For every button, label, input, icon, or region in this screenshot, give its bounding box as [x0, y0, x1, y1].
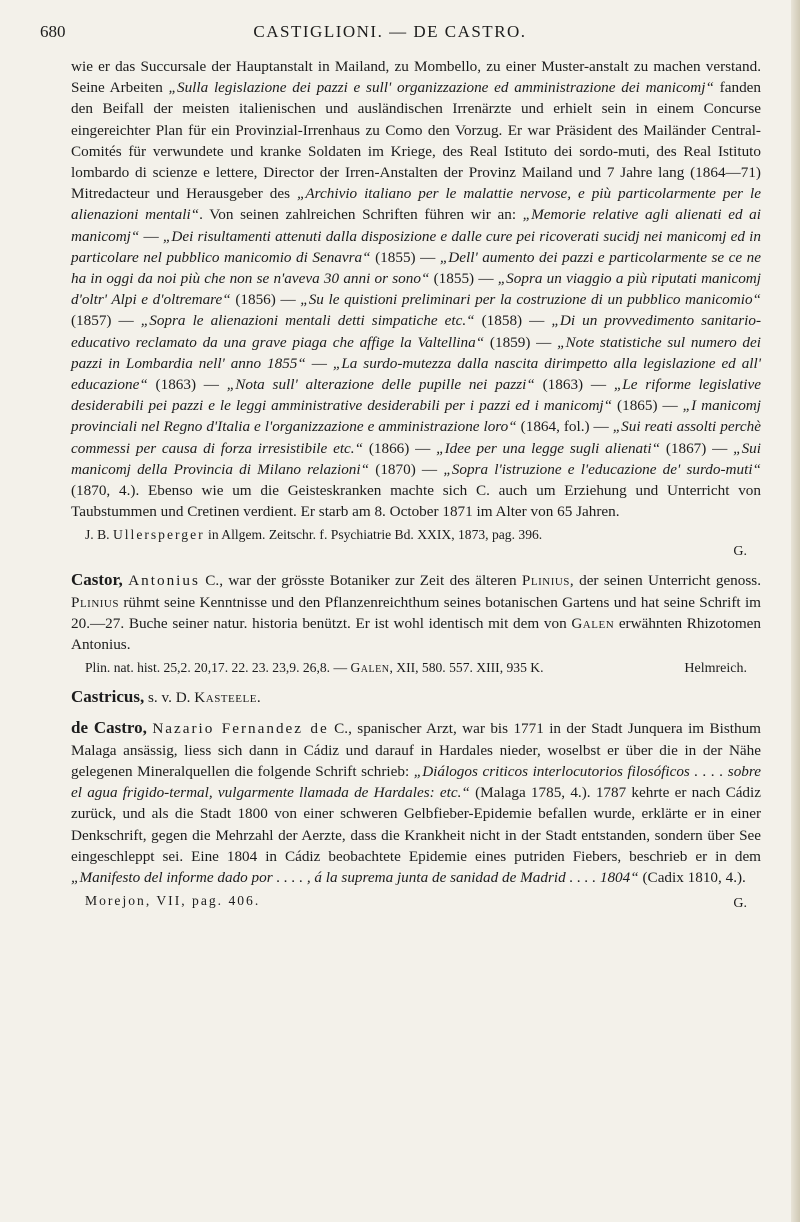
source-galen: Galen [350, 660, 390, 676]
castor-signature: Helmreich. [684, 661, 747, 677]
text-run: fanden den Beifall der meisten italienischen und ausländischen Irrenärzte und erhielt sein in einem Concurse eingereichter Plan für ein Provinzial-Irrenhaus zu Como den Vorzug. Er war Präsident des Mailänder Central-Comités für verwundete und kranke Soldaten im Kriege, des Real Istituto dei sordo-muti, des Real Istituto lombardo di scienze e lettere, Director der Irren-Anstalten der Provinz Mailand und 7 Jahre lang (1864—71) Mitredacteur und Herausgeber des [71, 79, 761, 203]
entry-de-castro: de Castro, Nazario Fernandez de C., spanischer Arzt, war bis 1771 in der Stadt Junquera im Bisthum Malaga ansässig, liess sich dann in Cádiz und darauf in Hardales nieder, woselbst er über die in der Nähe gelegenen Mineralquellen die folgende Schrift schrieb: „Diálogos criticos interlocutorios filosóficos . . . . sobre el agua frigido-termal, vulgarmente llamada de Hardales: etc.“ (Malaga 1785, 4.). 1787 kehrte er nach Cádiz zurück, und als die Stadt 1800 von einer schweren Gelbfieber-Epidemie befallen wurde, erklärte er in einer Denkschrift, gegen die Mehrzahl der Aerzte, dass die Krankheit nicht in der Stadt entstanden, sondern über See eingeschleppt sei. Eine 1804 in Cádiz beobachtete Epidemie eines putriden Fiebers, beschrieb er in dem „Manifesto del informe dado por . . . . , á la suprema junta de sanidad de Madrid . . . . 1804“ (Cadix 1810, 4.). [71, 718, 761, 886]
text-run: (1866) — [363, 439, 437, 457]
page-edge [791, 0, 800, 1222]
text-run: (1870) — [369, 460, 444, 478]
work-title: „Nota sull' alterazione delle pupille nei pazzi“ [226, 376, 535, 394]
text-run: wie er das Succursale der Hauptanstalt in Mailand, zu Mombello, zu einer Muster-anstalt zu machen verstand. Seine Arbeiten [71, 58, 761, 97]
work-title: „Dei risultamenti attenuti dalla disposizione e dalle cure pei ricoverati sucidj nei manicomj ed in particolare nel pubblico manicomio di Senavra“ [71, 227, 761, 266]
de-castro-signature: G. [733, 896, 747, 912]
headword-castricus: Castricus, [71, 687, 145, 707]
de-castro-source: Morejon, VII, pag. 406. [85, 893, 261, 909]
text-run: (1855) — [370, 248, 440, 266]
text-run: (1870, 4.). Ebenso wie um die Geisteskranken machte sich C. auch um Erziehung und Unterricht von Taubstummen und Cretinen verdient. Er starb am 8. October 1871 im Alter von 65 Jahren. [71, 482, 761, 521]
text-run: (1863) — [147, 376, 227, 394]
de-castro-given-name: Nazario Fernandez de [152, 720, 329, 738]
text-run: — [305, 354, 333, 372]
work-title: „Su le quistioni preliminari per la costruzione di un pubblico manicomio“ [300, 291, 761, 309]
work-title: „Sui manicomj della Provincia di Milano relazioni“ [71, 439, 761, 478]
running-head: CASTIGLIONI. — DE CASTRO. [253, 22, 527, 41]
work-title: „La surdo-mutezza dalla nascita dirimpetto alla legislazione ed all' educazione“ [71, 354, 761, 394]
name-plinius: Plinius [521, 572, 570, 590]
work-title: „Sopra le alienazioni mentali detti simpatiche etc.“ [140, 312, 475, 330]
work-title: „I manicomj provinciali nel Regno d'Italia e l'organizzazione e amministrazione loro“ [71, 397, 761, 436]
text-run: (1857) — [71, 312, 141, 330]
work-title: „Note statistiche sul numero dei pazzi in Lombardia nell' anno 1855“ [71, 333, 761, 372]
text-run: (1865) — [612, 397, 683, 415]
work-title: „Le riforme legislative desiderabili pei pazzi e le leggi amministrative desiderabili per i pazzi ed i manicomj“ [71, 376, 761, 415]
work-title: „Archivio italiano per le malattie nervose, e più particolarmente per le alienazioni mentali“ [71, 185, 761, 224]
page-number: 680 [40, 22, 66, 41]
work-title: „Memorie relative agli alienati ed ai manicomj“ [71, 206, 761, 245]
work-title: „Diálogos criticos interlocutorios filosóficos . . . . sobre el agua frigido-termal, vulgarmente llamada de Hardales: etc.“ [71, 762, 761, 802]
work-title: „Sopra l'istruzione e l'educazione de' surdo-muti“ [443, 460, 761, 478]
entry-castricus: Castricus, s. v. D. Kasteele. [71, 687, 262, 707]
work-title: „Sui reati assolti perchè commessi per causa di forza irresistibile etc.“ [71, 418, 761, 457]
text-run: (1859) — [484, 333, 558, 351]
text-run: (1856) — [230, 291, 301, 309]
work-title: „Di un provvedimento sanitario-educativo reclamato da una grave piaga che affige la Valtellina“ [71, 312, 761, 351]
text-run: (1863) — [534, 376, 614, 394]
work-title: „Dell' aumento dei pazzi e particolarmente se ce ne ha in oggi da noi più che non se n'aveva 30 anni or sono“ [71, 248, 761, 288]
castiglioni-source: J. B. Ullersperger in Allgem. Zeitschr. f. Psychiatrie Bd. XXIX, 1873, pag. 396. [85, 527, 543, 543]
cross-reference: Kasteele. [194, 689, 262, 707]
work-title: „Manifesto del informe dado por . . . . , á la suprema junta de sanidad de Madrid . . . . 1804“ [71, 868, 639, 886]
text-run: (1867) — [660, 439, 734, 457]
work-title: „Idee per una legge sugli alienati“ [436, 439, 661, 457]
castiglioni-paragraph [71, 56, 761, 522]
text-run: (1855) — [429, 270, 498, 288]
work-title: „Sulla legislazione dei pazzi e sull' organizzazione ed amministrazione dei manicomj“ [168, 79, 714, 97]
name-plinius: Plinius [71, 593, 119, 611]
entry-castor: Castor, Antonius C., war der grösste Botaniker zur Zeit des älteren Plinius, der seinen Unterricht genoss. Plinius rühmt seine Kenntnisse und den Pflanzenreichthum seines botanischen Gartens und hat seine Schrift im 20.—27. Buche seiner natur. historia benützt. Er ist wohl identisch mit dem von Galen erwähnten Rhizotomen Antonius. [71, 570, 761, 654]
castiglioni-signature: G. [733, 544, 747, 560]
text-run: — [139, 227, 163, 245]
name-galen: Galen [571, 614, 615, 632]
text-run: (1858) — [474, 312, 552, 330]
article-body [71, 56, 761, 912]
headword-castor: Castor, [71, 570, 123, 590]
work-title: „Sopra un viaggio a più riputati manicomj d'oltr' Alpi e d'oltremare“ [71, 270, 761, 309]
text-run: (1864, fol.) — [516, 418, 613, 436]
page-header [40, 22, 740, 48]
castor-source: Plin. nat. hist. 25,2. 20,17. 22. 23. 23,9. 26,8. — Galen, XII, 580. 557. XIII, 935 K. [85, 660, 544, 676]
source-author: Ullersperger [112, 527, 205, 543]
castor-given-name: Antonius [128, 572, 200, 590]
headword-de-castro: de Castro, [71, 718, 147, 738]
text-run: . Von seinen zahlreichen Schriften führen wir an: [199, 206, 523, 224]
